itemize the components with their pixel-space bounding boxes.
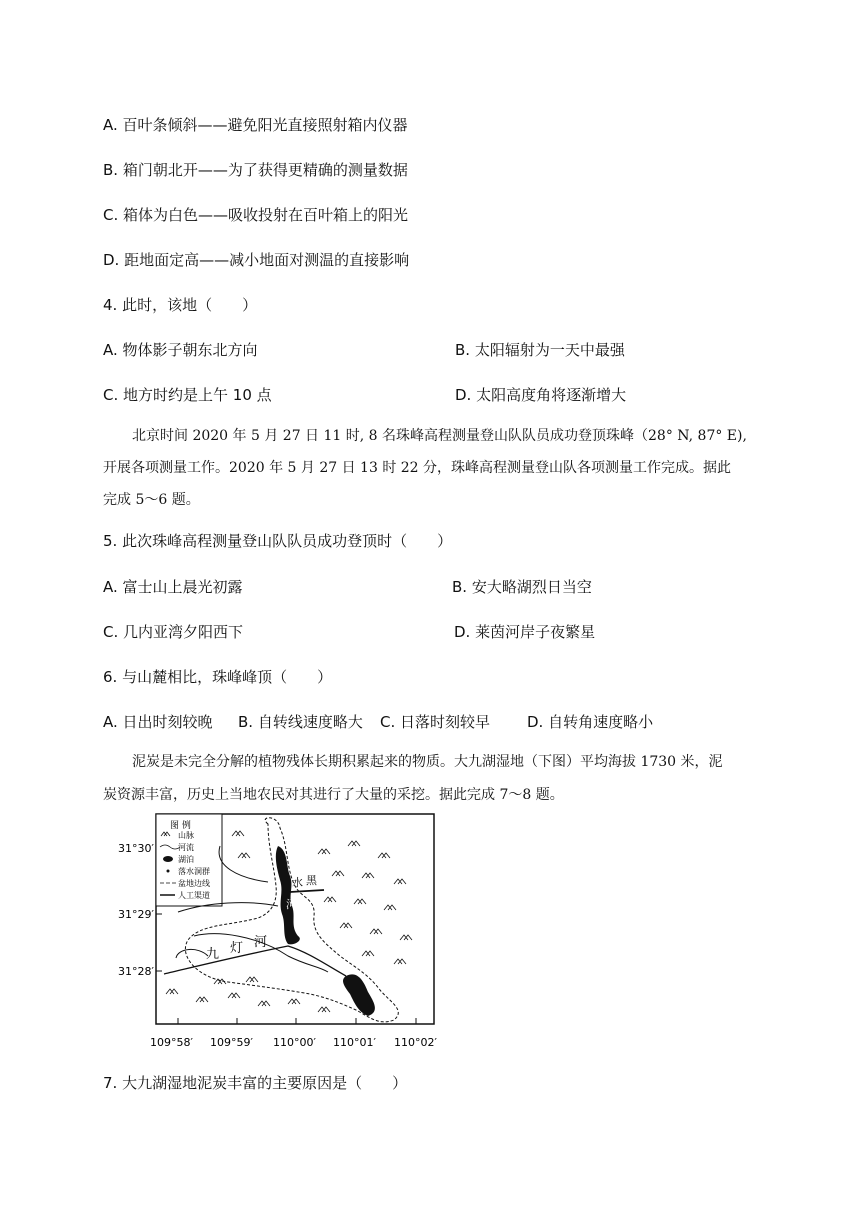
q3-option-a: A. 百叶条倾斜——避免阳光直接照射箱内仪器 <box>103 116 408 134</box>
place-name-char: 黑 <box>306 874 317 887</box>
q4-option-b: B. 太阳辐射为一天中最强 <box>455 341 625 359</box>
lat-label: 31°30′ <box>118 842 154 855</box>
artificial-canal-line <box>290 890 324 892</box>
q5-stem: 5. 此次珠峰高程测量登山队队员成功登顶时（ ） <box>103 532 453 550</box>
passage2-line-2: 炭资源丰富，历史上当地农民对其进行了大量的采挖。据此完成 7～8 题。 <box>103 787 564 803</box>
jiudeng-river-line <box>164 946 346 976</box>
legend-item: 落水洞群 <box>178 867 210 876</box>
lake <box>343 974 375 1016</box>
passage2-line-1: 泥炭是未完全分解的植物残体长期积累起来的物质。大九湖湿地（下图）平均海拔 1730 米，泥 <box>132 754 723 770</box>
q5-option-d: D. 莱茵河岸子夜繁星 <box>454 623 596 641</box>
legend-item: 山脉 <box>178 831 194 840</box>
q6-option-c: C. 日落时刻较早 <box>380 713 491 731</box>
q4-stem: 4. 此时，该地（ ） <box>103 296 258 314</box>
q6-option-d: D. 自转角速度略小 <box>527 713 654 731</box>
q3-option-c: C. 箱体为白色——吸收投射在百叶箱上的阳光 <box>103 206 409 224</box>
legend-title: 图 例 <box>170 821 191 831</box>
passage1-line-1: 北京时间 2020 年 5 月 27 日 11 时, 8 名珠峰高程测量登山队队员成功登顶珠峰（28° N, 87° E), <box>132 428 747 444</box>
passage1-line-2: 开展各项测量工作。2020 年 5 月 27 日 13 时 22 分，珠峰高程测量登山队各项测量工作完成。据此 <box>103 460 732 476</box>
place-name-char: 河 <box>286 898 297 911</box>
q6-stem: 6. 与山麓相比，珠峰峰顶（ ） <box>103 668 333 686</box>
q4-option-d: D. 太阳高度角将逐渐增大 <box>455 386 627 404</box>
lat-label: 31°29′ <box>118 908 154 921</box>
passage1-line-3: 完成 5～6 题。 <box>103 492 200 508</box>
lon-label: 110°01′ <box>333 1036 376 1049</box>
river-name-char: 九 <box>206 947 220 962</box>
q6-option-b: B. 自转线速度略大 <box>238 713 363 731</box>
q3-option-d: D. 距地面定高——减小地面对测温的直接影响 <box>103 251 410 269</box>
lat-label: 31°28′ <box>118 965 154 978</box>
lake-legend-icon <box>163 856 173 862</box>
lake <box>276 846 300 944</box>
sinkhole-legend-icon <box>167 870 170 873</box>
legend-item: 人工渠道 <box>178 891 210 900</box>
q5-option-a: A. 富士山上晨光初露 <box>103 578 243 596</box>
lon-label: 109°59′ <box>210 1036 253 1049</box>
q7-stem: 7. 大九湖湿地泥炭丰富的主要原因是（ ） <box>103 1074 408 1092</box>
legend-item: 盆地边线 <box>178 879 210 888</box>
q4-option-c: C. 地方时约是上午 10 点 <box>103 386 272 404</box>
river-name-char: 灯 <box>230 941 244 956</box>
q4-option-a: A. 物体影子朝东北方向 <box>103 341 258 359</box>
legend-item: 河流 <box>178 843 194 852</box>
q6-option-a: A. 日出时刻较晚 <box>103 713 213 731</box>
lon-label: 110°02′ <box>394 1036 437 1049</box>
place-name-char: 水 <box>292 876 303 889</box>
legend-item: 湖泊 <box>178 855 194 864</box>
lon-label: 109°58′ <box>150 1036 193 1049</box>
river-name-char: 河 <box>254 935 268 950</box>
lon-label: 110°00′ <box>273 1036 316 1049</box>
q5-option-c: C. 几内亚湾夕阳西下 <box>103 623 244 641</box>
dajiuhu-wetland-map <box>118 806 448 1056</box>
q3-option-b: B. 箱门朝北开——为了获得更精确的测量数据 <box>103 161 408 179</box>
q5-option-b: B. 安大略湖烈日当空 <box>452 578 592 596</box>
